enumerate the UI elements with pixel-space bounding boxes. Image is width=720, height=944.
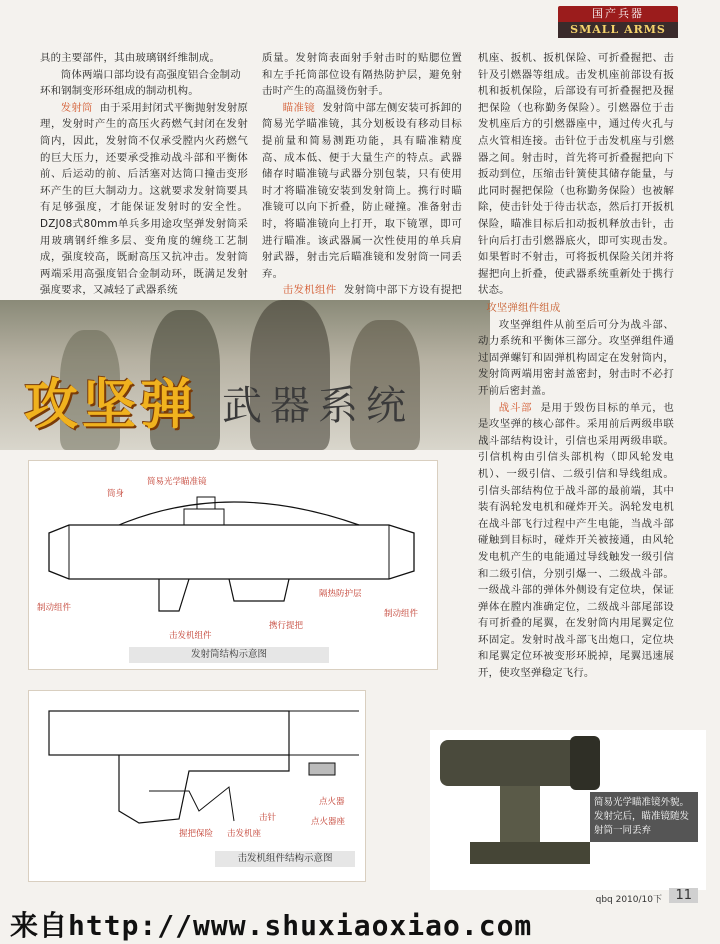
label-brake-right: 制动组件: [384, 609, 419, 619]
launch-tube-diagram: [28, 460, 438, 670]
trigger-heading: 击发机组件: [282, 284, 337, 297]
label-striker: 击针: [259, 813, 277, 823]
launch-tube-drawing: [29, 461, 437, 641]
launch-tube-heading: 发射筒: [60, 101, 93, 114]
article-title-sub: 武器系统: [222, 383, 414, 429]
col2-paragraph-2-text: 发射筒中部左侧安装可拆卸的简易光学瞄准镜，其分划板设有移动目标提前量和简易测距功能，具有瞄准精度高、成本低、便于大量生产的特点。武器储存时瞄准镜与武器分别包装，只有使用时才将瞄准镜安装到发射筒上。携行时瞄准镜可以向下折叠，防止碰撞。准备射击时，将瞄准镜向上打开，取下镜罩，即可进行瞄准。该武器属一次性使用的单兵肩射武器，射击完后瞄准镜和发射筒一同丢弃。: [262, 101, 462, 280]
badge-top: 国产兵器: [558, 6, 678, 22]
label-trigger-assembly: 击发机组件: [169, 631, 212, 641]
trigger-assembly-diagram: [28, 690, 366, 882]
warhead-heading: 战斗部: [498, 401, 533, 414]
label-igniter: 点火器: [319, 797, 345, 807]
col3b-paragraph-2: [478, 400, 674, 682]
article-column-3: [478, 50, 674, 299]
label-igniter-seat: 点火器座: [311, 817, 346, 827]
issue-info: qbq 2010/10下: [595, 895, 662, 905]
diagram2-caption: 击发机组件结构示意图: [215, 851, 355, 867]
source-url: 来自http://www.shuxiaoxiao.com: [10, 909, 533, 942]
label-carry-handle: 携行提把: [269, 621, 304, 631]
col2-paragraph-1: 质量。发射筒表面射手射击时的贴腮位置和左手托筒部位设有隔热防护层，避免射击时产生的高温烫伤射手。: [262, 52, 462, 98]
col1-paragraph-2-text: 由于采用封闭式平衡抛射发射原理，发射时产生的高压火药燃气封闭在发射筒内，因此，发射筒不仅承受膛内火药燃气的巨大压力，还要承受推动战斗部和平衡体前、后运动的前、后活塞对达筒口撞击变形环产生的巨大制动力。这就要求发射筒要具有足够强度，才能保证发射时的安全性。DZJ08式80mm单兵多用途攻坚弹发射筒采用玻璃钢纤维多层、变角度的缠绕工艺制成，强度较高，既耐高压又抗冲击。发射筒两端采用高强度铝合金制动环，既满足发射强度要求，又减轻了武器系统: [40, 101, 248, 297]
sight-photo-caption: 简易光学瞄准镜外貌。发射完后，瞄准镜随发射筒一同丢弃: [590, 792, 698, 842]
section-badge: [558, 6, 678, 44]
warhead-section-title: 攻坚弹组件组成: [486, 302, 561, 314]
label-insulation: 隔热防护层: [319, 589, 362, 599]
page-number: 11: [669, 888, 698, 903]
sight-photo: [430, 730, 706, 890]
col2-paragraph-2: [262, 100, 462, 283]
article-column-1: [40, 50, 248, 299]
label-brake-left: 制动组件: [37, 603, 72, 613]
col1-line-1: 具的主要部件，其由玻璃钢纤维制成。: [40, 52, 221, 64]
col1-line-3: 环和钢制变形环组成的制动机构。: [40, 85, 199, 98]
article-column-3-lower: [478, 300, 674, 682]
article-column-2: [262, 50, 462, 316]
label-tube: 筒身: [107, 489, 125, 499]
col1-paragraph-2: [40, 100, 248, 299]
col1-line-2: 筒体两端口部均设有高强度铝合金制动: [60, 68, 241, 81]
sight-heading: 瞄准镜: [282, 101, 316, 114]
col2-paragraph-3-text: 发射筒中部下方设有提把: [343, 284, 462, 297]
label-grip-safety: 握把保险: [179, 829, 214, 839]
col3-paragraph-1: 机座、扳机、扳机保险、可折叠握把、击针及引燃器等组成。击发机座前部设有扳机和扳机保险，后部设有可折叠握把及握把保险（也称勤务保险）。引燃器位于击发机座后方的引燃器座中，通过传火孔与点火管相连接。击针位于击发机座与引燃器之间。射击时，首先将可折叠握把向下扳动到位，压缩击针簧使其储存能量，与此同时握把保险（也称勤务保险）也被解除，使击针处于待击状态，然后打开扳机保险，瞄准目标后扣动扳机释放击针，击针向后打击引燃器底火，即可实现击发。如果暂时不射击，可将扳机保险关闭并将握把向上折叠，使武器系统重新处于携行状态。: [478, 52, 674, 297]
badge-bottom: SMALL ARMS: [558, 22, 678, 38]
article-title-main: 攻坚弹: [24, 372, 198, 436]
col3b-paragraph-1: 攻坚弹组件从前至后可分为战斗部、动力系统和平衡体三部分。攻坚弹组件通过固弹螺钉和固弹机构固定在发射筒内，发射筒两端用密封盖密封，射击时不必打开前后密封盖。: [478, 318, 674, 397]
diagram1-caption: 发射筒结构示意图: [129, 647, 329, 663]
col3b-paragraph-2-text: 是用于毁伤目标的单元，也是攻坚弹的核心部件。采用前后两级串联战斗部结构设计，引信也采用两级串联。引信机构由引信头部机构（即风轮发电机）、一级引信、二级引信和导线组成。引信头部结构位于战斗部的最前端，其中装有涡轮发电机和碰炸开关。涡轮发电机在战斗部飞行过程中产生电能，当战斗部碰触到目标时，碰炸开关被接通，由风轮发电机产生的电能通过导线触发一级引信和二级引信，分别引爆一、二级战斗部。一级战斗部的弹体外侧设有定位块，保证弹体在膛内准确定位，二级战斗部尾部设有可折叠的尾翼，在发射筒内用尾翼定位环固定。发射时战斗部飞出炮口，定位块和尾翼定位环被变形环脱掉，尾翼迅速展开，使攻坚弹稳定飞行。: [478, 401, 674, 680]
label-sight: 简易光学瞄准镜: [147, 477, 207, 487]
footer-watermark: [0, 900, 720, 942]
label-trigger-seat: 击发机座: [227, 829, 262, 839]
